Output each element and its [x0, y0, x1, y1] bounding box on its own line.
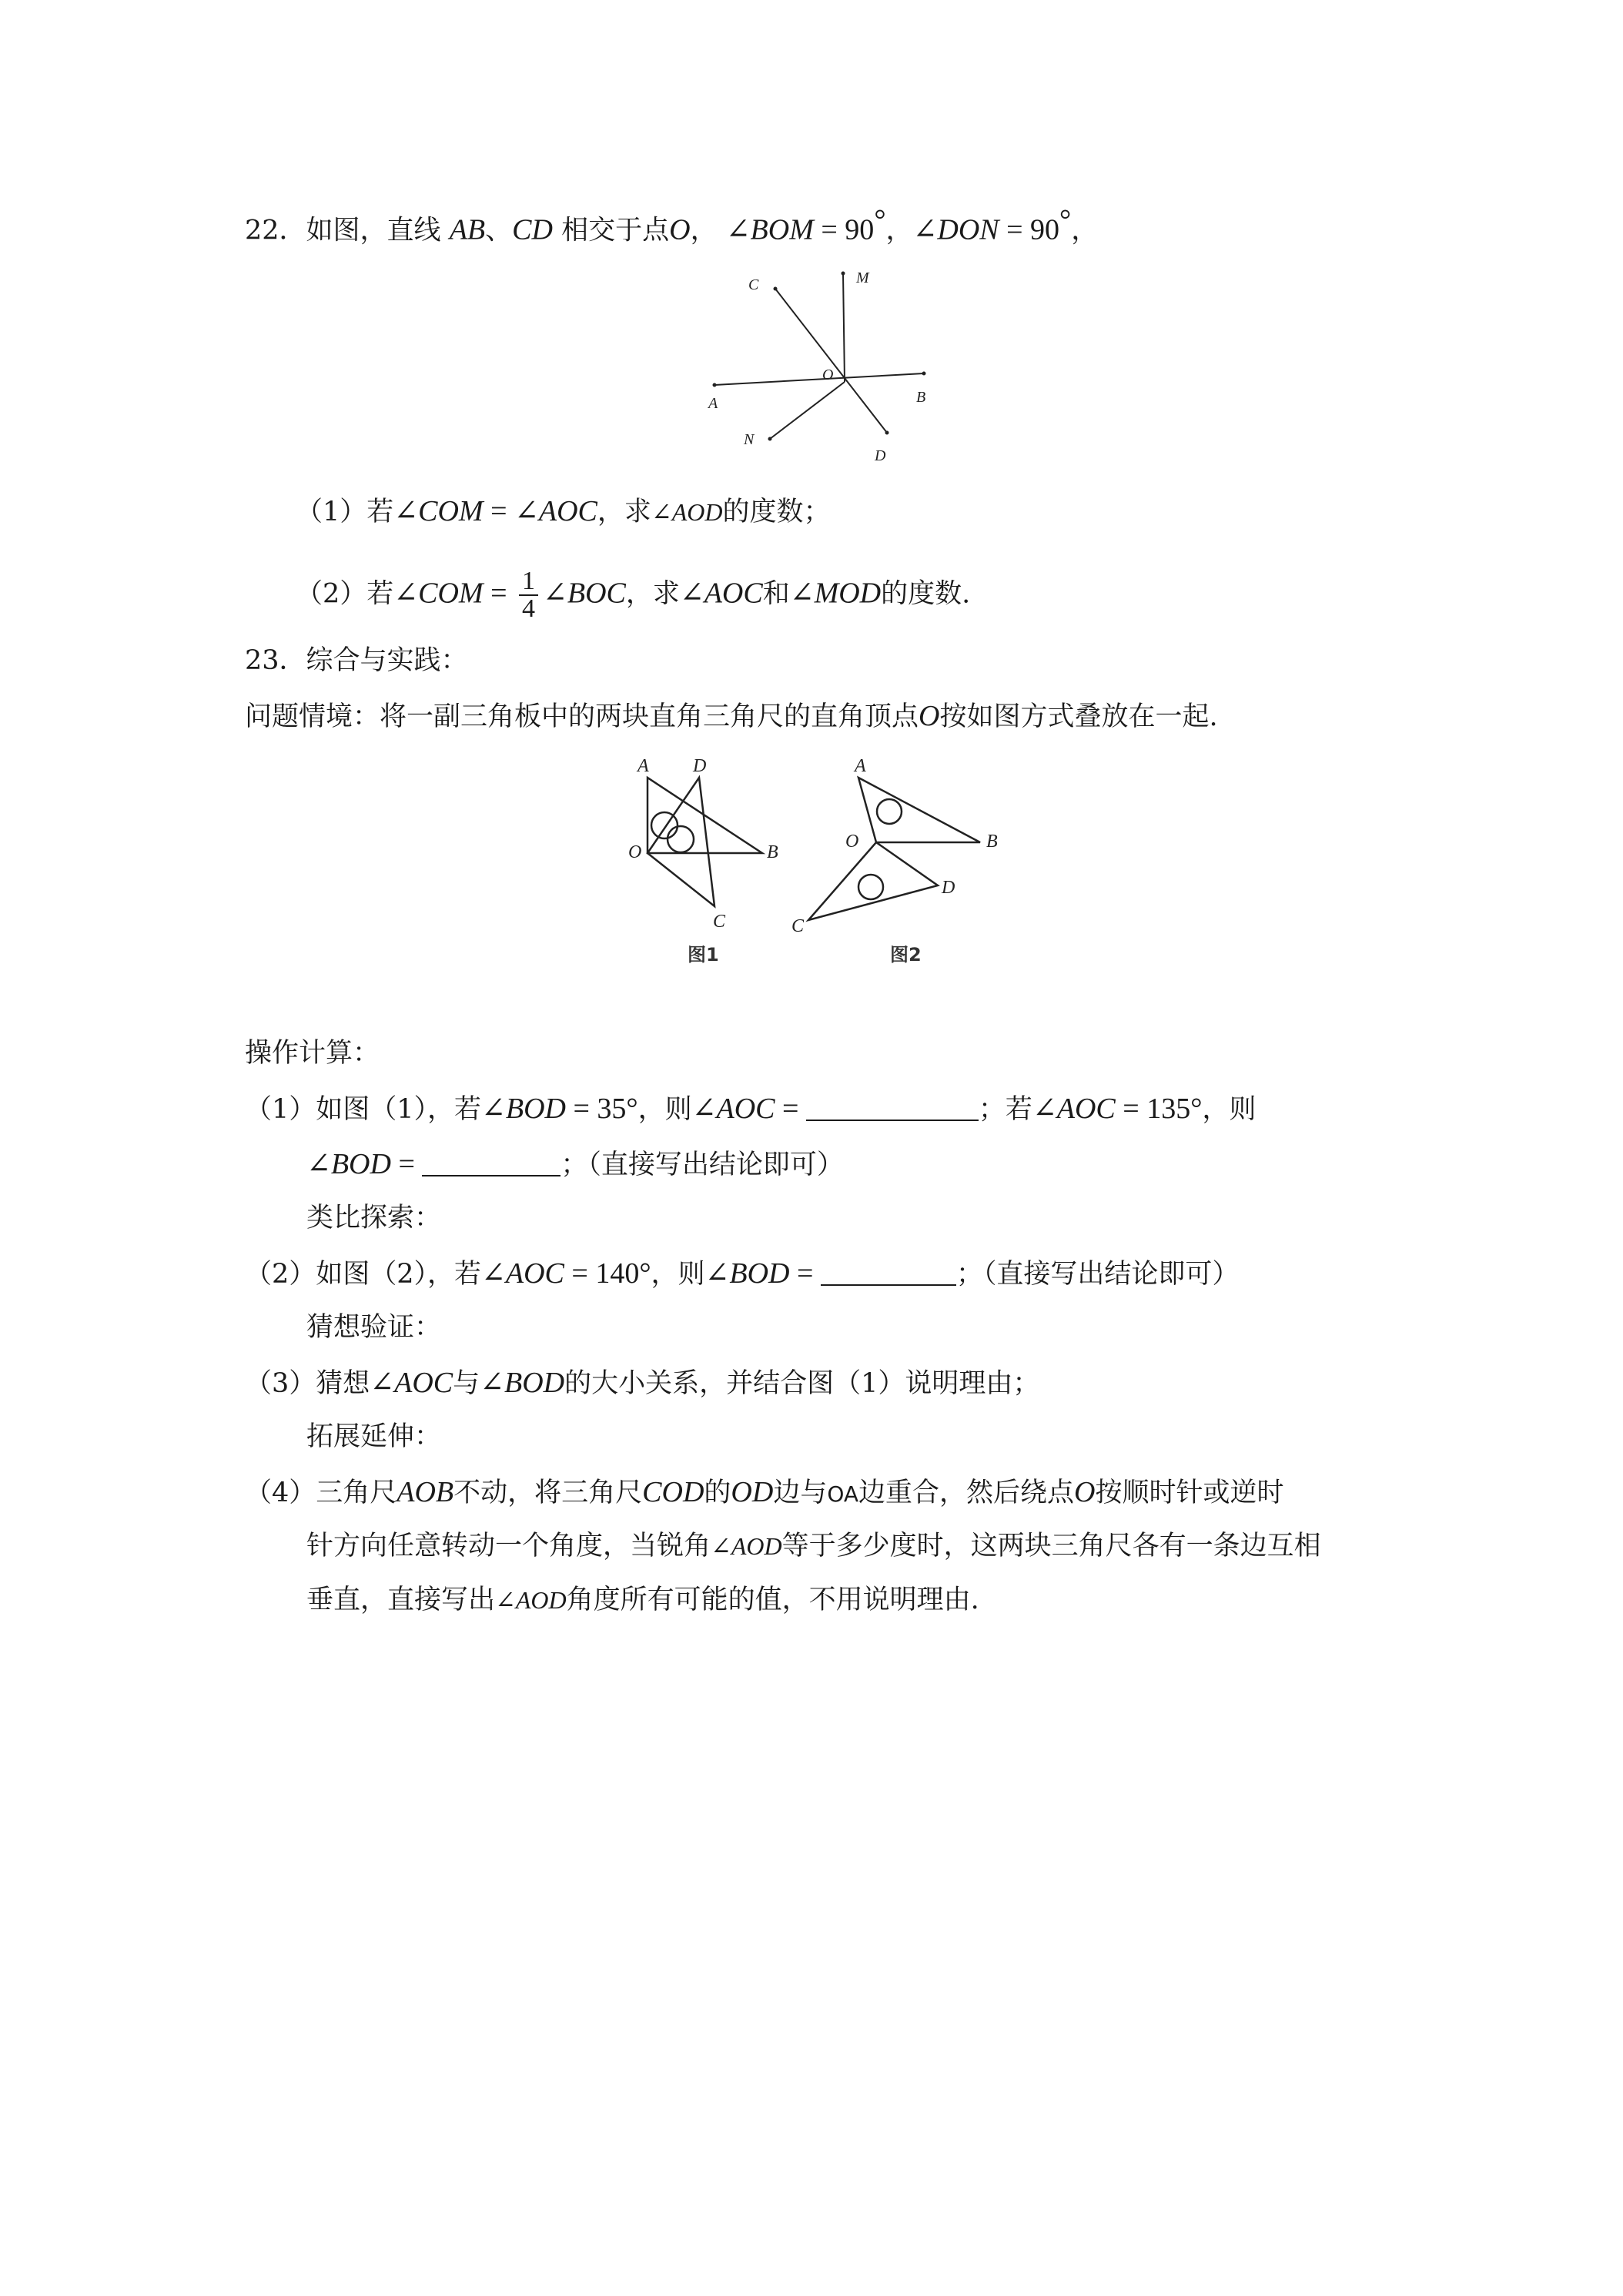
q23-guess-title: 猜想验证：: [306, 1312, 442, 1343]
q23-part4-line1: （4）三角尺AOB不动，将三角尺COD的OD边与OA边重合，然后绕点O按顺时针或逆时: [245, 1476, 1284, 1508]
label-b: B: [767, 842, 778, 862]
label-c: C: [748, 276, 759, 293]
label-o: O: [822, 366, 834, 383]
q23-ext-title: 拓展延伸：: [306, 1421, 442, 1452]
label-c: C: [713, 912, 726, 932]
label-a: A: [637, 756, 649, 776]
label-m: M: [856, 269, 869, 286]
label-b: B: [916, 389, 926, 406]
triangle-hole: [651, 812, 678, 838]
q23-title: 23．综合与实践：: [245, 645, 468, 676]
label-a: A: [708, 395, 718, 412]
label-d: D: [942, 878, 955, 898]
label-d: D: [875, 447, 886, 464]
q23-part1-line2: ∠BOD = ；（直接写出结论即可）: [306, 1148, 844, 1180]
q22-part1: （1）若∠COM = ∠AOC，求∠AOD的度数；: [296, 495, 831, 527]
ray-om: [843, 273, 845, 382]
triangle-cod: [808, 842, 938, 920]
fraction-one-quarter: $\frac{1}{4}$: [519, 568, 538, 622]
line-ab: [714, 373, 924, 385]
q22-figure: [693, 262, 939, 462]
q23-figure-2: [791, 756, 1022, 972]
q23-part4-line2: 针方向任意转动一个角度，当锐角∠AOD等于多少度时，这两块三角尺各有一条边互相: [306, 1531, 1321, 1561]
triangle-hole: [858, 875, 883, 899]
q23-part2: （2）如图（2），若∠AOC = 140°，则∠BOD = ；（直接写出结论即可）: [245, 1257, 1240, 1290]
line-cd: [775, 289, 887, 433]
label-b: B: [986, 832, 998, 852]
figure-1-caption: 图1: [688, 944, 719, 966]
q23-op-title: 操作计算：: [245, 1038, 380, 1069]
label-d: D: [693, 756, 707, 776]
answer-blank[interactable]: [422, 1152, 561, 1176]
triangle-hole: [668, 826, 694, 852]
answer-blank[interactable]: [821, 1261, 956, 1286]
q23-part1-line1: （1）如图（1），若∠BOD = 35°，则∠AOC = ；若∠AOC = 135°，则: [245, 1093, 1257, 1125]
triangle-hole: [877, 799, 902, 824]
q23-part3: （3）猜想∠AOC与∠BOD的大小关系，并结合图（1）说明理由；: [245, 1367, 1040, 1399]
triangle-doc: [648, 778, 714, 906]
label-a: A: [855, 756, 866, 776]
ray-on: [770, 382, 845, 439]
label-o: O: [845, 832, 859, 852]
label-o: O: [628, 842, 642, 862]
q22-part2: （2）若∠COM = $\frac{1}{4}$ ∠BOC，求∠AOC和∠MOD的度数.: [296, 567, 971, 623]
answer-blank[interactable]: [806, 1096, 979, 1121]
label-c: C: [791, 916, 805, 936]
q23-scenario: 问题情境：将一副三角板中的两块直角三角尺的直角顶点O按如图方式叠放在一起.: [245, 700, 1218, 732]
q23-analogy-title: 类比探索：: [306, 1203, 442, 1233]
q23-part4-line3: 垂直，直接写出∠AOD角度所有可能的值，不用说明理由.: [306, 1585, 979, 1615]
label-n: N: [744, 431, 755, 448]
triangle-aob: [648, 778, 762, 853]
q22-stem: 22．如图，直线 AB、CD 相交于点O， ∠BOM = 90°，∠DON = 90°，: [245, 204, 1099, 246]
figure-2-caption: 图2: [890, 944, 922, 966]
